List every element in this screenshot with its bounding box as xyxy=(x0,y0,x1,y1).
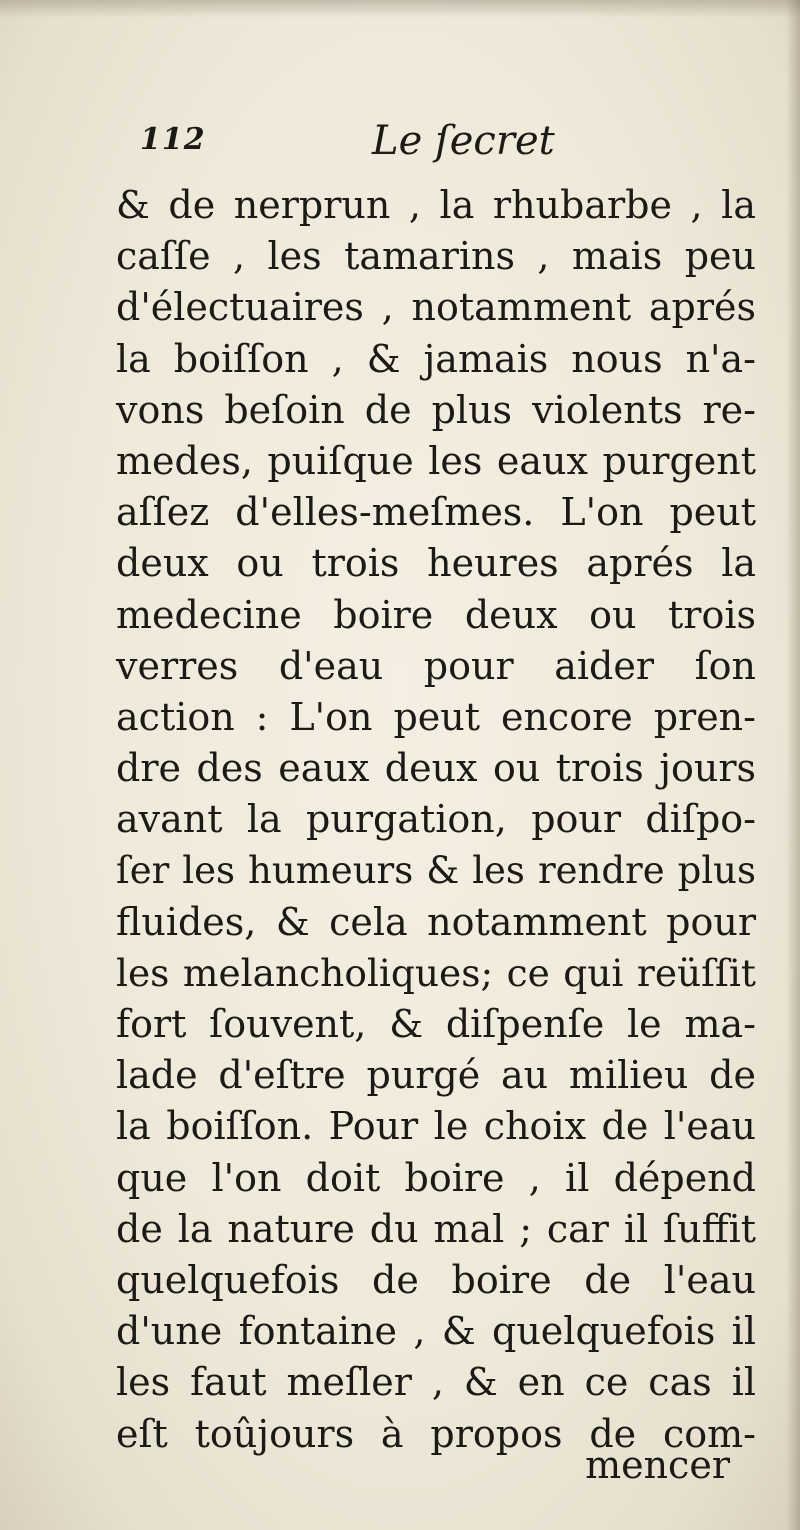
page-top-shadow xyxy=(0,0,800,18)
text-line: aſſez d'elles-meſmes. L'on peut xyxy=(116,490,756,535)
text-line: quelquefois de boire de l'eau xyxy=(116,1257,756,1302)
text-line: dre des eaux deux ou trois jours xyxy=(116,746,756,791)
page-number: 112 xyxy=(140,122,206,157)
text-line: action : L'on peut encore pren- xyxy=(116,694,756,739)
text-line: la boiſſon , & jamais nous n'a- xyxy=(116,336,756,381)
text-line: eſt toûjours à propos de com- xyxy=(116,1411,756,1456)
text-line: fluides, & cela notamment pour xyxy=(116,899,756,944)
text-line: fort ſouvent, & diſpenſe le ma- xyxy=(116,1002,756,1046)
text-line: medecine boire deux ou trois xyxy=(116,592,756,637)
running-head: Le ſecret xyxy=(372,118,555,164)
text-line: medes, puiſque les eaux purgent xyxy=(116,438,756,483)
catchword: mencer xyxy=(585,1443,730,1487)
text-line: d'électuaires , notamment aprés xyxy=(116,285,756,330)
text-line: vons beſoin de plus violents re- xyxy=(116,387,756,432)
text-line: verres d'eau pour aider ſon xyxy=(116,643,756,688)
body-text xyxy=(116,180,756,1460)
text-line: ſer les humeurs & les rendre plus xyxy=(116,849,756,893)
text-line: caſſe , les tamarins , mais peu xyxy=(116,234,756,279)
text-line: de la nature du mal ; car il ſuffit xyxy=(116,1206,756,1251)
page-edge-shadow xyxy=(786,0,800,1530)
text-line: que l'on doit boire , il dépend xyxy=(116,1155,756,1200)
page-header xyxy=(140,118,760,168)
text-line: les melancholiques; ce qui reüſſit xyxy=(116,950,756,995)
text-line: les faut meſler , & en ce cas il xyxy=(116,1360,756,1405)
text-line: & de nerprun , la rhubarbe , la xyxy=(116,183,756,227)
text-line: avant la purgation, pour diſpo- xyxy=(116,797,756,842)
text-line: la boiſſon. Pour le choix de l'eau xyxy=(116,1104,756,1149)
text-line: d'une fontaine , & quelquefois il xyxy=(116,1309,756,1354)
text-line: lade d'eſtre purgé au milieu de xyxy=(116,1053,756,1098)
text-line: deux ou trois heures aprés la xyxy=(116,541,756,586)
